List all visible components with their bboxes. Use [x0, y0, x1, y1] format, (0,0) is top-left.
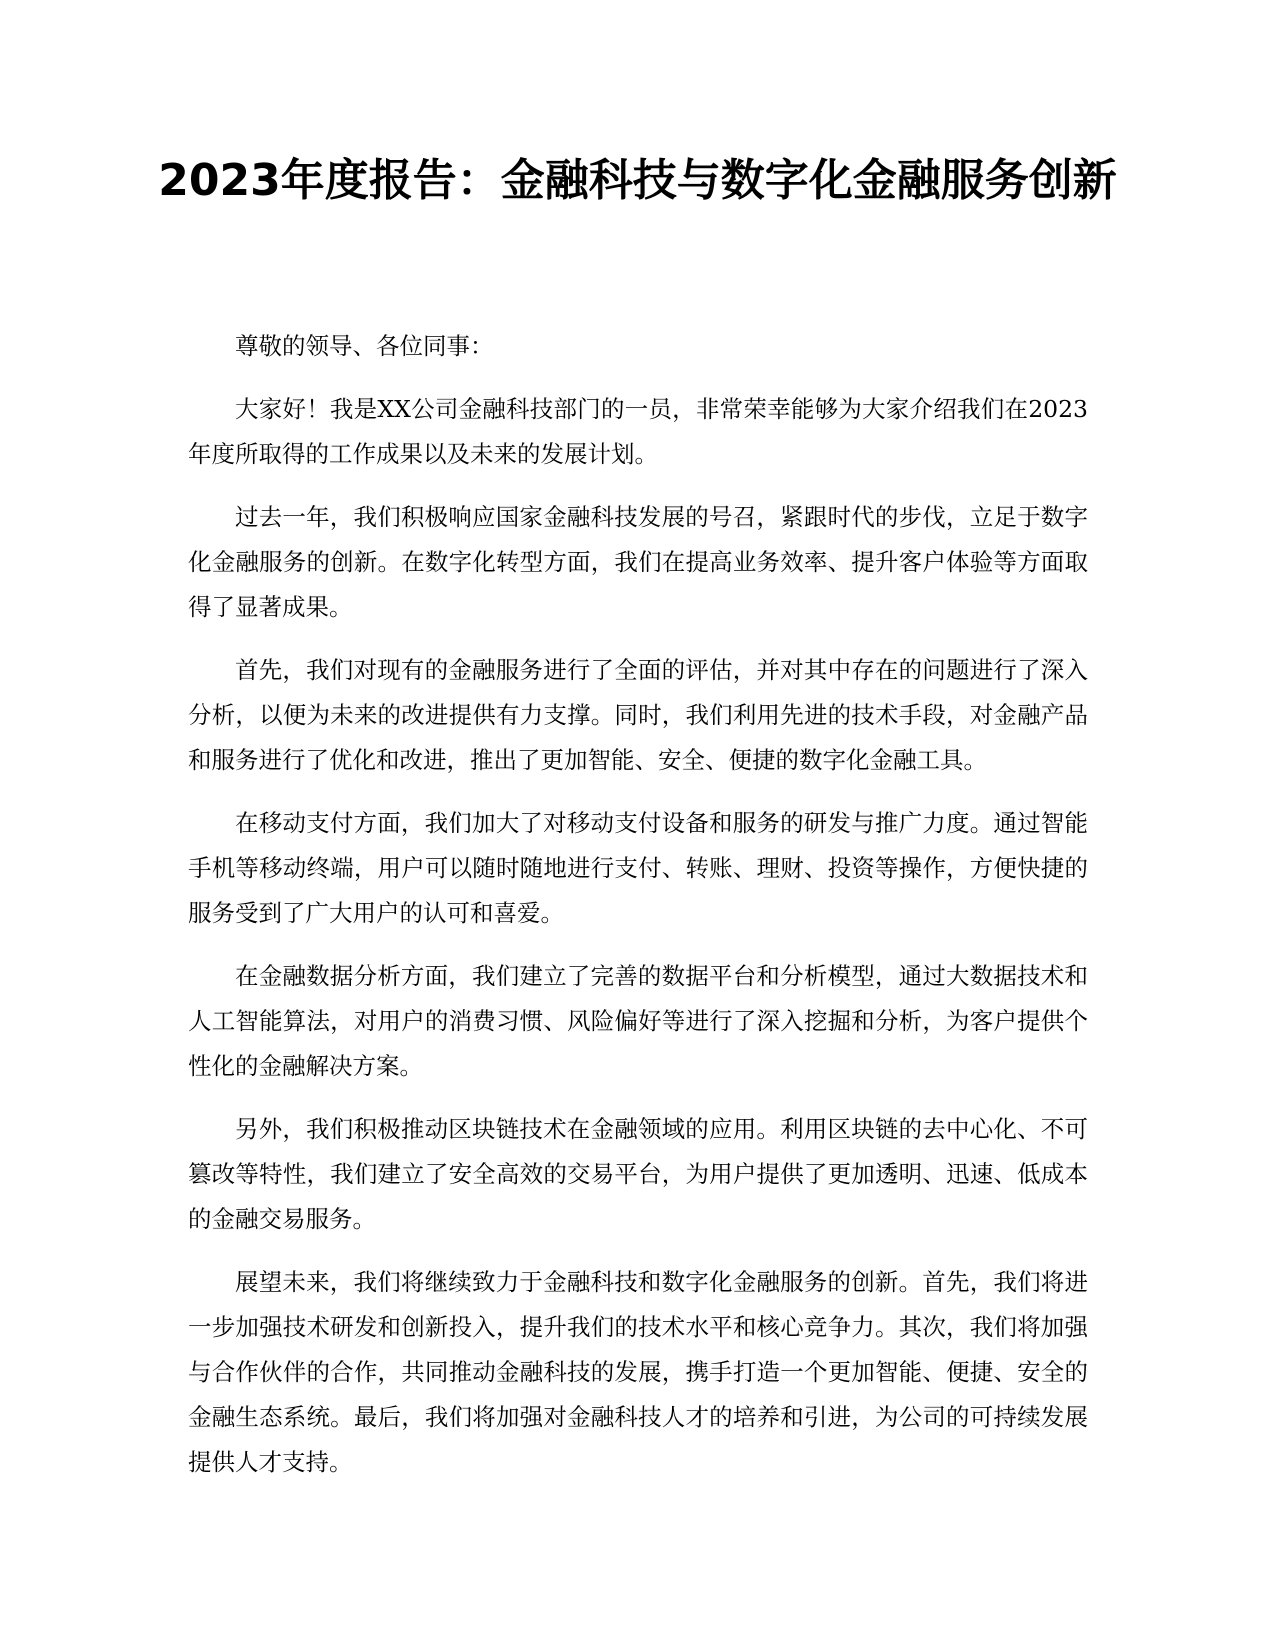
- paragraph-mobile-payment: 在移动支付方面，我们加大了对移动支付设备和服务的研发与推广力度。通过智能手机等移动终端，用户可以随时随地进行支付、转账、理财、投资等操作，方便快捷的服务受到了广大用户的认可和喜爱。: [188, 809, 1088, 927]
- paragraph-service-evaluation: 首先，我们对现有的金融服务进行了全面的评估，并对其中存在的问题进行了深入分析，以便为未来的改进提供有力支撑。同时，我们利用先进的技术手段，对金融产品和服务进行了优化和改进，推出了更加智能、安全、便捷的数字化金融工具。: [188, 656, 1088, 774]
- paragraph-blockchain: 另外，我们积极推动区块链技术在金融领域的应用。利用区块链的去中心化、不可篡改等特性，我们建立了安全高效的交易平台，为用户提供了更加透明、迅速、低成本的金融交易服务。: [188, 1115, 1088, 1233]
- document-body: [188, 324, 1088, 1503]
- paragraph-data-analysis: 在金融数据分析方面，我们建立了完善的数据平台和分析模型，通过大数据技术和人工智能算法，对用户的消费习惯、风险偏好等进行了深入挖掘和分析，为客户提供个性化的金融解决方案。: [188, 962, 1088, 1080]
- document-title: 2023年度报告：金融科技与数字化金融服务创新: [158, 155, 1117, 206]
- paragraph-salutation: 尊敬的领导、各位同事：: [235, 332, 494, 360]
- paragraph-past-year: 过去一年，我们积极响应国家金融科技发展的号召，紧跟时代的步伐，立足于数字化金融服务的创新。在数字化转型方面，我们在提高业务效率、提升客户体验等方面取得了显著成果。: [188, 503, 1088, 621]
- paragraph-introduction: 大家好！我是XX公司金融科技部门的一员，非常荣幸能够为大家介绍我们在2023年度所取得的工作成果以及未来的发展计划。: [188, 395, 1088, 468]
- paragraph-outlook: 展望未来，我们将继续致力于金融科技和数字化金融服务的创新。首先，我们将进一步加强技术研发和创新投入，提升我们的技术水平和核心竞争力。其次，我们将加强与合作伙伴的合作，共同推动金融科技的发展，携手打造一个更加智能、便捷、安全的金融生态系统。最后，我们将加强对金融科技人才的培养和引进，为公司的可持续发展提供人才支持。: [188, 1268, 1088, 1476]
